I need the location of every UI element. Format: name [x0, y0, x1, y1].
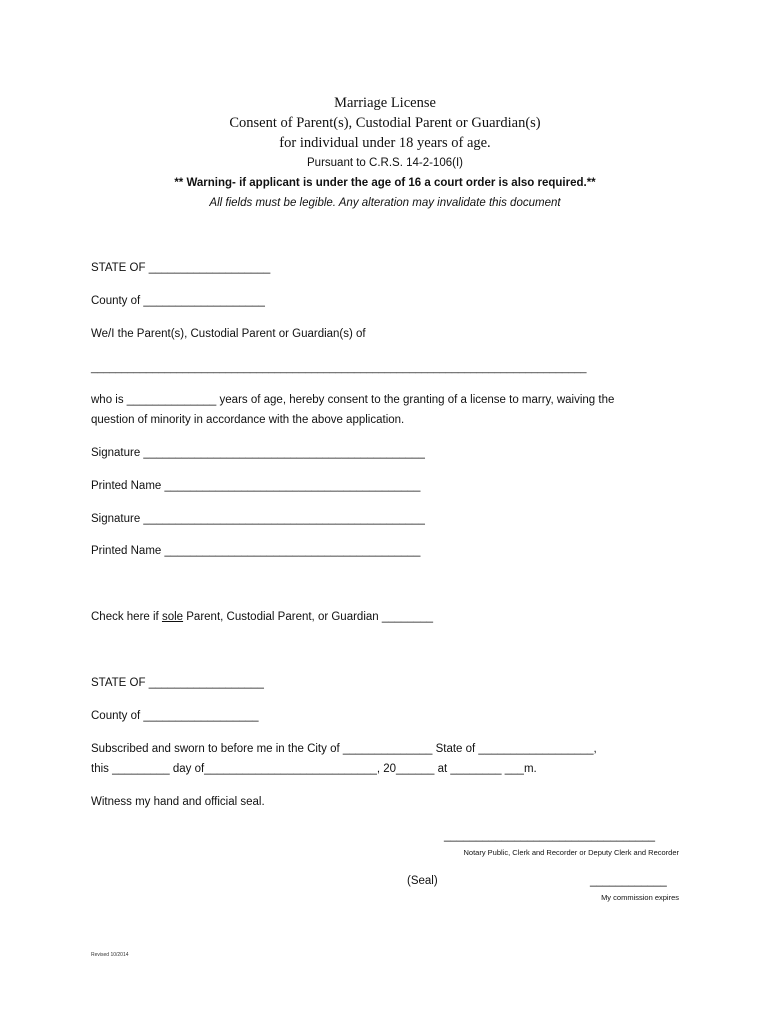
parents-guardians-label: We/I the Parent(s), Custodial Parent or Guardian(s) of — [91, 328, 366, 340]
printed-name-field-1[interactable]: Printed Name ________________________________________ — [91, 480, 421, 492]
applicant-name-field[interactable]: _________________________________________________________________________________ — [91, 362, 587, 374]
sworn-date-field[interactable]: this _________ day of___________________________, 20______ at ________ ___m. — [91, 763, 537, 775]
commission-expires-line[interactable]: ____________ — [590, 875, 667, 887]
county-of-field[interactable]: County of ___________________ — [91, 295, 265, 307]
form-subtitle-age: for individual under 18 years of age. — [279, 135, 491, 151]
notary-county-field[interactable]: County of __________________ — [91, 710, 259, 722]
form-subtitle: Consent of Parent(s), Custodial Parent or Guardian(s) — [229, 115, 541, 131]
witness-statement: Witness my hand and official seal. — [91, 796, 265, 808]
commission-expires-caption: My commission expires — [601, 893, 679, 902]
minority-waiver-text: question of minority in accordance with the above application. — [91, 414, 405, 426]
notary-signature-line[interactable]: _________________________________ — [444, 830, 656, 842]
signature-field-1[interactable]: Signature ____________________________________________ — [91, 447, 425, 459]
sole-guardian-suffix: Parent, Custodial Parent, or Guardian ________ — [183, 611, 434, 623]
legibility-notice: All fields must be legible. Any alteration may invalidate this document — [209, 197, 561, 209]
notary-state-field[interactable]: STATE OF __________________ — [91, 677, 264, 689]
court-order-warning: ** Warning- if applicant is under the age of 16 a court order is also required.** — [174, 177, 596, 189]
statute-reference: Pursuant to C.R.S. 14-2-106(I) — [307, 157, 463, 169]
revision-date: Revised 10/2014 — [91, 952, 129, 958]
form-title: Marriage License — [334, 95, 436, 111]
seal-label: (Seal) — [407, 875, 438, 887]
sole-guardian-checkbox-field[interactable] — [91, 611, 433, 623]
sworn-city-state-field[interactable]: Subscribed and sworn to before me in the City of ______________ State of __________________, — [91, 743, 597, 755]
notary-signature-caption: Notary Public, Clerk and Recorder or Deputy Clerk and Recorder — [463, 848, 679, 857]
applicant-age-field[interactable]: who is ______________ years of age, hereby consent to the granting of a license to marry, waiving the — [91, 394, 615, 406]
sole-underlined: sole — [161, 611, 184, 623]
sole-guardian-prefix: Check here if — [91, 611, 162, 623]
signature-field-2[interactable]: Signature ____________________________________________ — [91, 513, 425, 525]
state-of-field[interactable]: STATE OF ___________________ — [91, 262, 271, 274]
printed-name-field-2[interactable]: Printed Name ________________________________________ — [91, 545, 421, 557]
